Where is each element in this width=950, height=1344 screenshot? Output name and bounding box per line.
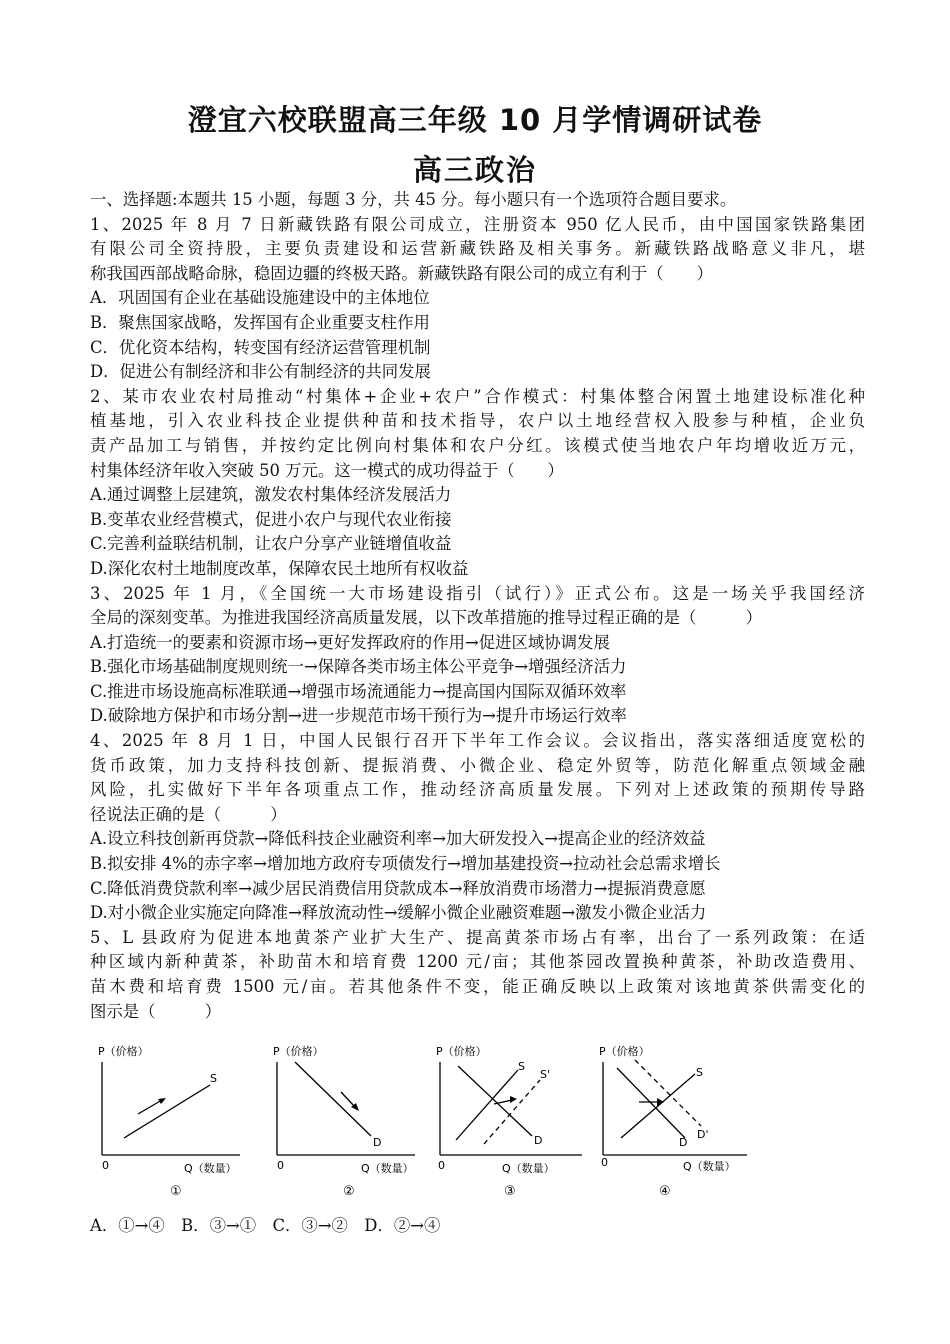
curve-label-s: S <box>210 1072 217 1085</box>
question-stem-line: 种区域内新种黄茶，补助苗木和培育费 1200 元/亩；其他茶园改置换种黄茶，补助改造费用、 <box>90 952 865 972</box>
figure-number: ③ <box>504 1184 516 1199</box>
question-4 <box>90 729 865 926</box>
y-axis-label: P（价格） <box>436 1045 487 1058</box>
demand-curve-shifted <box>635 1060 701 1126</box>
question-stem-line: 1、2025 年 8 月 7 日新藏铁路有限公司成立，注册资本 950 亿人民币，由中国国家铁路集团 <box>90 214 865 234</box>
question-stem-line: 5、L 县政府为促进本地黄茶产业扩大生产、提高黄茶市场占有率，出台了一系列政策：在适 <box>90 927 865 947</box>
option-d: D．促进公有制经济和非公有制经济的共同发展 <box>90 362 431 382</box>
supply-curve <box>456 1070 518 1140</box>
question-stem-line: 称我国西部战略命脉，稳固边疆的终极天路。新藏铁路有限公司的成立有利于（ ） <box>90 263 713 283</box>
figure-1 <box>92 1040 242 1205</box>
curve-label-d: D <box>679 1136 688 1149</box>
question-stem-line: 图示是（ ） <box>90 1001 222 1021</box>
question-3 <box>90 582 865 730</box>
option-a: A.打造统一的要素和资源市场→更好发挥政府的作用→促进区域协调发展 <box>90 632 610 652</box>
option-a: A．巩固国有企业在基础设施建设中的主体地位 <box>90 288 430 308</box>
x-axis-label: Q（数量） <box>683 1160 736 1173</box>
option-d: D.深化农村土地制度改革，保障农民土地所有权收益 <box>90 558 469 578</box>
figure-2 <box>267 1040 417 1205</box>
option-d: D.破除地方保护和市场分割→进一步规范市场干预行为→提升市场运行效率 <box>90 706 627 726</box>
question-stem-line: 2、某市农业农村局推动“村集体+企业+农户”合作模式：村集体整合闲置土地建设标准化种 <box>90 386 865 406</box>
curve-label-d: D <box>373 1136 382 1149</box>
option-c: C.推进市场设施高标准联通→增强市场流通能力→提高国内国际双循环效率 <box>90 681 627 701</box>
exam-title: 澄宜六校联盟高三年级 10 月学情调研试卷 <box>187 103 763 137</box>
option-b: B.强化市场基础制度规则统一→保障各类市场主体公平竞争→增强经济活力 <box>90 657 627 677</box>
option-c: C．优化资本结构，转变国有经济运营管理机制 <box>90 337 431 357</box>
curve-label-s-prime: S' <box>540 1068 551 1081</box>
arrow-head <box>510 1096 517 1103</box>
option-a: A.通过调整上层建筑，激发农村集体经济发展活力 <box>90 485 452 505</box>
x-axis-label: Q（数量） <box>184 1162 237 1175</box>
question-stem-line: 3、2025 年 1 月，《全国统一大市场建设指引（试行）》正式公布。这是一场关乎我国经济 <box>90 583 865 603</box>
figure-3 <box>432 1040 592 1205</box>
question-stem-line: 货币政策，加力支持科技创新、提振消费、小微企业、稳定外贸等，防范化解重点领域金融 <box>90 755 865 775</box>
question-stem-line: 径说法正确的是（ ） <box>90 804 287 824</box>
curve-label-s: S <box>518 1060 525 1073</box>
supply-demand-figures <box>92 1040 772 1205</box>
question-stem-line: 有限公司全资持股，主要负责建设和运营新藏铁路及相关事务。新藏铁路战略意义非凡，堪 <box>90 239 865 259</box>
y-axis-label: P（价格） <box>599 1045 650 1058</box>
figure-number: ④ <box>659 1184 671 1199</box>
question-stem-line: 风险，扎实做好下半年各项重点工作，推动经济高质量发展。下列对上述政策的预期传导路 <box>90 780 865 800</box>
supply-curve <box>124 1085 210 1138</box>
option-c: C.降低消费贷款利率→减少居民消费信用贷款成本→释放消费市场潜力→提振消费意愿 <box>90 878 706 898</box>
arrow-head <box>657 1098 664 1106</box>
question-1 <box>90 213 865 385</box>
question-stem-line: 村集体经济年收入突破 50 万元。这一模式的成功得益于（ ） <box>90 460 564 480</box>
origin-label: 0 <box>102 1159 109 1172</box>
y-axis-label: P（价格） <box>273 1045 324 1058</box>
x-axis-label: Q（数量） <box>361 1162 414 1175</box>
option-a: A.设立科技创新再贷款→降低科技企业融资利率→加大研发投入→提高企业的经济效益 <box>90 829 706 849</box>
option-b: B.变革农业经营模式，促进小农户与现代农业衔接 <box>90 509 452 529</box>
option-b: B．聚焦国家战略，发挥国有企业重要支柱作用 <box>90 312 430 332</box>
question-stem-line: 全局的深刻变革。为推进我国经济高质量发展，以下改革措施的推导过程正确的是（ ） <box>90 608 763 628</box>
curve-label-d: D <box>534 1134 543 1147</box>
origin-label: 0 <box>438 1159 445 1172</box>
figure-number: ② <box>343 1184 355 1199</box>
x-axis-label: Q（数量） <box>502 1162 555 1175</box>
subject-title: 高三政治 <box>412 153 537 187</box>
option-d: D.对小微企业实施定向降准→释放流动性→缓解小微企业融资难题→激发小微企业活力 <box>90 903 707 923</box>
curve-label-d-prime: D' <box>697 1128 709 1141</box>
section-intro: 一、选择题:本题共 15 小题，每题 3 分，共 45 分。每小题只有一个选项符合题目要求。 <box>90 190 737 209</box>
question-2 <box>90 385 865 582</box>
question-stem-line: 苗木费和培育费 1500 元/亩。若其他条件不变，能正确反映以上政策对该地黄茶供需变化的 <box>90 977 865 996</box>
origin-label: 0 <box>601 1156 608 1169</box>
curve-label-s: S <box>696 1066 703 1079</box>
shift-arrow <box>138 1100 162 1114</box>
option-c: C.完善利益联结机制，让农户分享产业链增值收益 <box>90 534 452 554</box>
supply-curve-shifted <box>484 1080 540 1144</box>
demand-curve <box>295 1062 371 1136</box>
demand-curve <box>617 1068 685 1138</box>
question-stem-line: 责产品加工与销售，并按约定比例向村集体和农户分红。该模式使当地农户年均增收近万元， <box>90 435 865 455</box>
shift-arrow <box>341 1092 355 1107</box>
figure-4 <box>597 1040 767 1205</box>
question-5 <box>90 926 865 1024</box>
figure-number: ① <box>170 1184 182 1199</box>
y-axis-label: P（价格） <box>98 1045 149 1058</box>
question-stem-line: 植基地，引入农业科技企业提供种苗和技术指导，农户以土地经营权入股参与种植，企业负 <box>90 411 865 431</box>
option-b: B.拟安排 4%的赤字率→增加地方政府专项债发行→增加基建投资→拉动社会总需求增长 <box>90 854 721 874</box>
q5-answer-options: A．①→④ B．③→① C．③→② D．②→④ <box>90 1216 441 1235</box>
question-stem-line: 4、2025 年 8 月 1 日，中国人民银行召开下半年工作会议。会议指出，落实落细适度宽松的 <box>90 731 865 751</box>
question-body <box>90 188 865 1024</box>
origin-label: 0 <box>277 1159 284 1172</box>
